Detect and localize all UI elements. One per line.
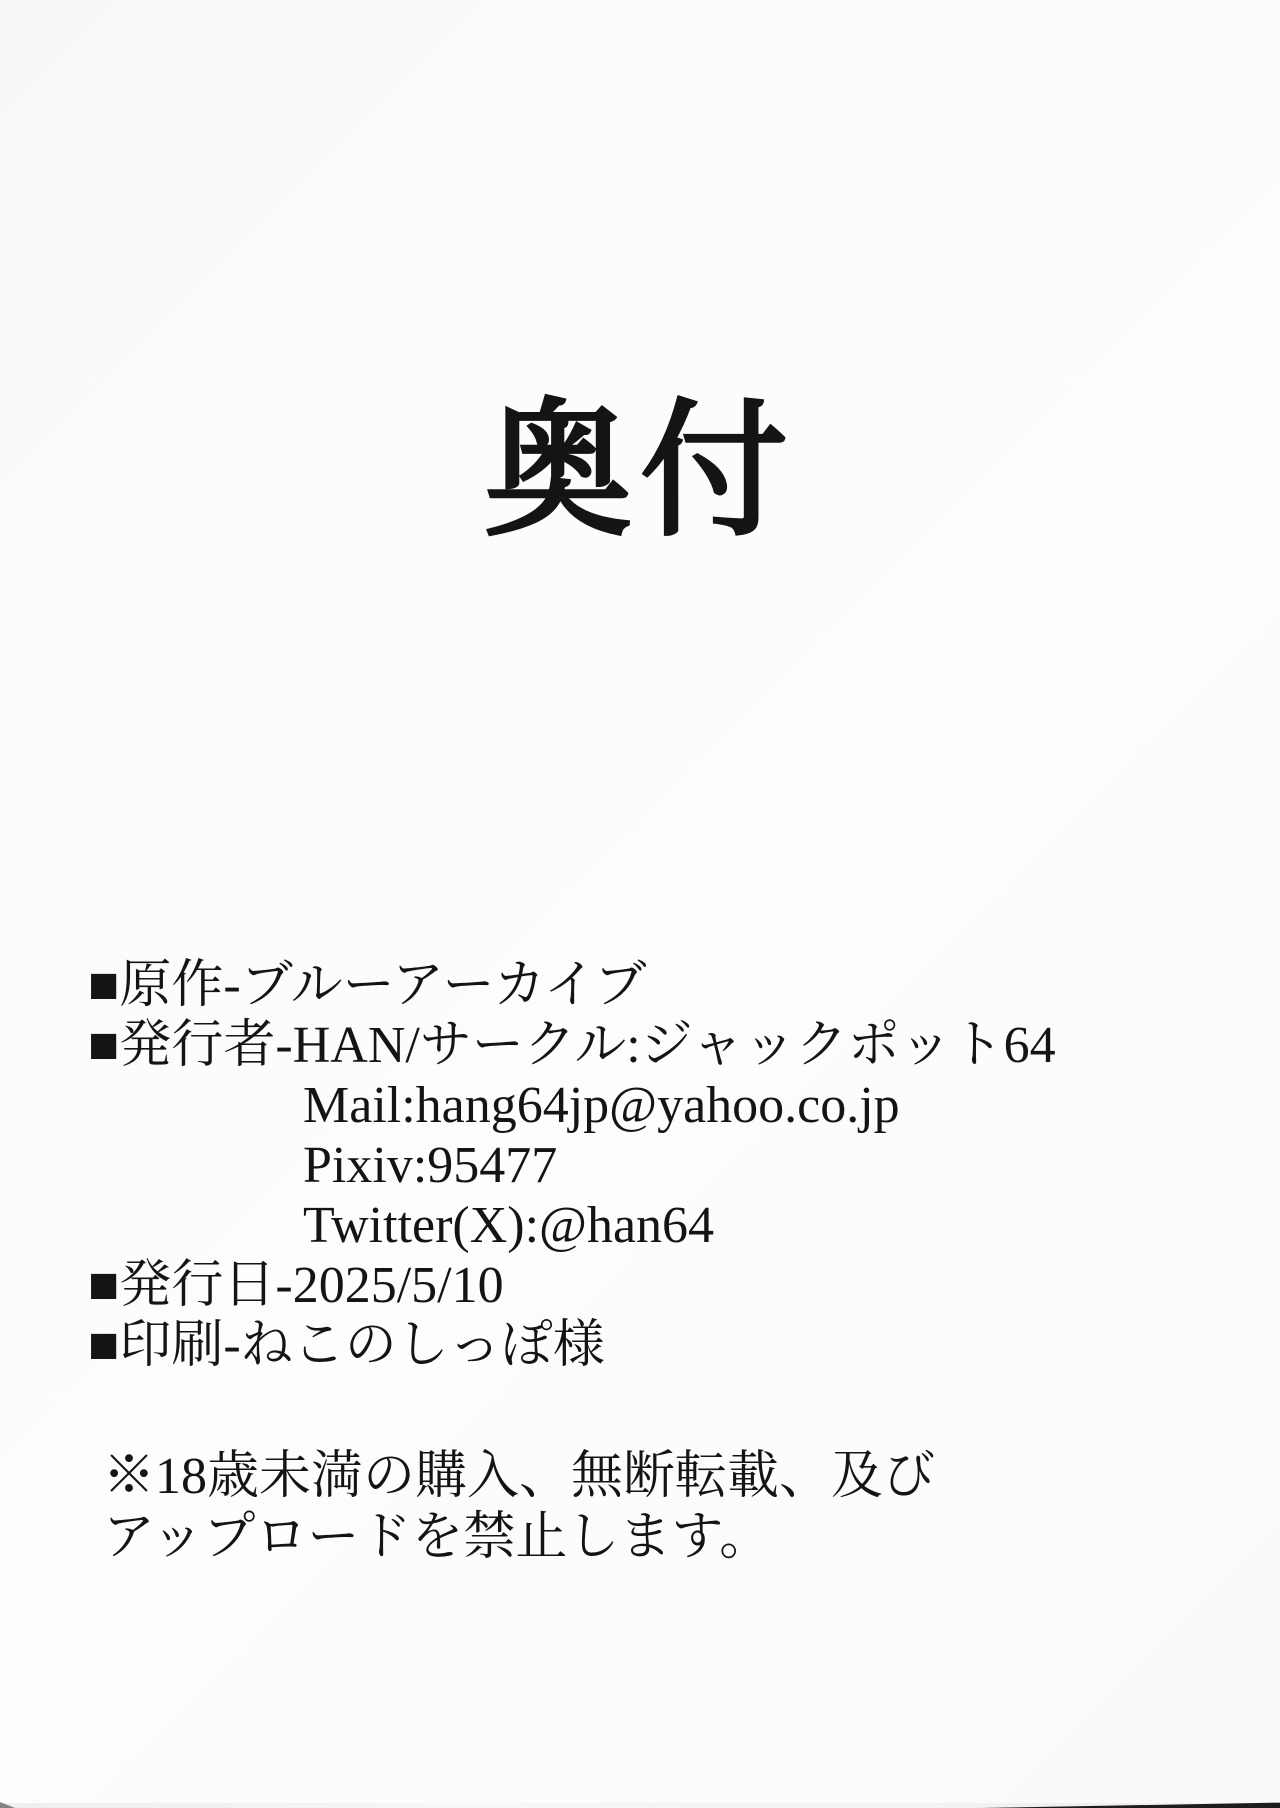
- colophon-info: [88, 956, 1056, 1376]
- colophon-line-publisher: ■発行者-HAN/サークル:ジャックポット64: [88, 1017, 1056, 1074]
- colophon-line-twitter: Twitter(X):@han64: [303, 1197, 715, 1254]
- colophon-line-printer: ■印刷-ねこのしっぽ様: [88, 1317, 605, 1374]
- age-restriction-notice: [103, 1446, 935, 1568]
- colophon-line-pixiv: Pixiv:95477: [303, 1137, 558, 1194]
- colophon-line-mail: Mail:hang64jp@yahoo.co.jp: [303, 1077, 900, 1134]
- age-restriction-line-1: ※18歳未満の購入、無断転載、及び: [103, 1448, 936, 1505]
- colophon-line-publication-date: ■発行日-2025/5/10: [88, 1257, 504, 1314]
- page-title: 奥付: [484, 391, 796, 555]
- age-restriction-line-2: アップロードを禁止します。: [103, 1509, 772, 1566]
- colophon-line-original-work: ■原作-ブルーアーカイブ: [88, 957, 647, 1014]
